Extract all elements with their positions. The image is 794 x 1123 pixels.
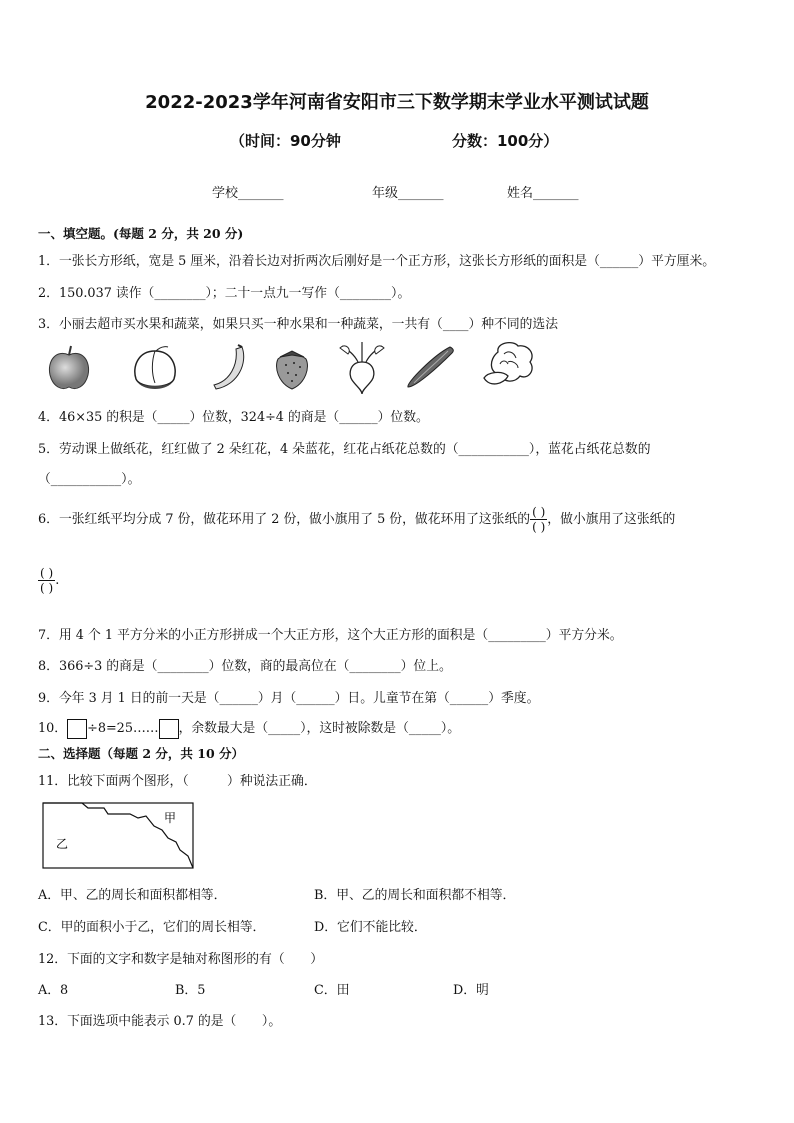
label-yi: 乙 <box>56 837 69 851</box>
question-11: 11．比较下面两个图形，（ ）种说法正确． <box>38 774 317 789</box>
q11-option-a: A．甲、乙的周长和面积都相等． <box>38 888 227 903</box>
exam-time: （时间：90分钟 <box>230 132 341 150</box>
school-field: 学校_______ <box>212 186 284 201</box>
question-12: 12．下面的文字和数字是轴对称图形的有（ ） <box>38 952 324 967</box>
question-13: 13．下面选项中能表示 0.7 的是（ ）。 <box>38 1014 282 1029</box>
fraction-blank-2: $\frac{( )}{( )}$ <box>40 566 54 595</box>
name-field: 姓名_______ <box>507 186 579 201</box>
question-7: 7．用 4 个 1 平方分米的小正方形拼成一个大正方形，这个大正方形的面积是（_________）平方分米。 <box>38 628 623 643</box>
question-1: 1．一张长方形纸，宽是 5 厘米，沿着长边对折两次后刚好是一个正方形，这张长方形纸的面积是（______）平方厘米。 <box>38 254 716 269</box>
question-6-text-2: ，做小旗用了这张纸的 <box>547 512 676 527</box>
question-10: 10． ÷8=25…… ，余数最大是（_____），这时被除数是（_____）。 <box>38 717 460 739</box>
q11-option-d: D．它们不能比较． <box>314 920 427 935</box>
question-5: 5．劳动课上做纸花，红红做了 2 朵红花，4 朵蓝花，红花占纸花总数的（___________），蓝花占纸花总数的 <box>38 442 651 457</box>
banana-icon <box>208 343 248 393</box>
q12-option-c: C．田 <box>314 983 350 998</box>
q11-option-b: B．甲、乙的周长和面积都不相等． <box>314 888 516 903</box>
q11-option-c: C．甲的面积小于乙，它们的周长相等． <box>38 920 266 935</box>
label-jia: 甲 <box>164 811 177 825</box>
question-4: 4．46×35 的积是（_____）位数，324÷4 的商是（______）位数。 <box>38 410 429 425</box>
question-6-text: 6．一张红纸平均分成 7 份，做花环用了 2 份，做小旗用了 5 份，做花环用了这张纸的 <box>38 512 531 527</box>
question-3: 3．小丽去超市买水果和蔬菜，如果只买一种水果和一种蔬菜，一共有（____）种不同的选法 <box>38 317 559 332</box>
strawberry-icon <box>270 343 314 393</box>
blank-square-1 <box>67 719 87 739</box>
apple-icon <box>44 343 94 393</box>
grade-field: 年级_______ <box>372 186 444 201</box>
question-9: 9．今年 3 月 1 日的前一天是（______）月（______）日。儿童节在第（______）季度。 <box>38 691 540 706</box>
question-8: 8．366÷3 的商是（________）位数，商的最高位在（________）位上。 <box>38 659 452 674</box>
question-5-continued: （___________）。 <box>38 472 141 487</box>
q12-option-d: D．明 <box>453 983 489 998</box>
blank-square-2 <box>159 719 179 739</box>
question-6-answer: $\frac{( )}{( )}$ . <box>40 566 60 595</box>
peach-icon <box>128 343 182 393</box>
q11-figure <box>42 800 196 870</box>
question-6 <box>38 505 675 534</box>
cabbage-icon <box>478 338 540 392</box>
fraction-blank-1: $\frac{( )}{( )}$ <box>532 505 546 534</box>
exam-score: 分数：100分） <box>452 132 559 150</box>
radish-icon <box>334 340 390 396</box>
cucumber-icon <box>404 343 456 391</box>
q12-option-b: B．5 <box>175 983 206 998</box>
section-1-heading: 一、填空题。(每题 2 分，共 20 分) <box>38 226 244 241</box>
question-2: 2．150.037 读作（________）；二十一点九一写作（________）。 <box>38 286 411 301</box>
page-title: 2022-2023学年河南省安阳市三下数学期末学业水平测试试题 <box>145 92 649 113</box>
q12-option-a: A．8 <box>38 983 69 998</box>
section-2-heading: 二、选择题（每题 2 分，共 10 分） <box>38 746 245 761</box>
